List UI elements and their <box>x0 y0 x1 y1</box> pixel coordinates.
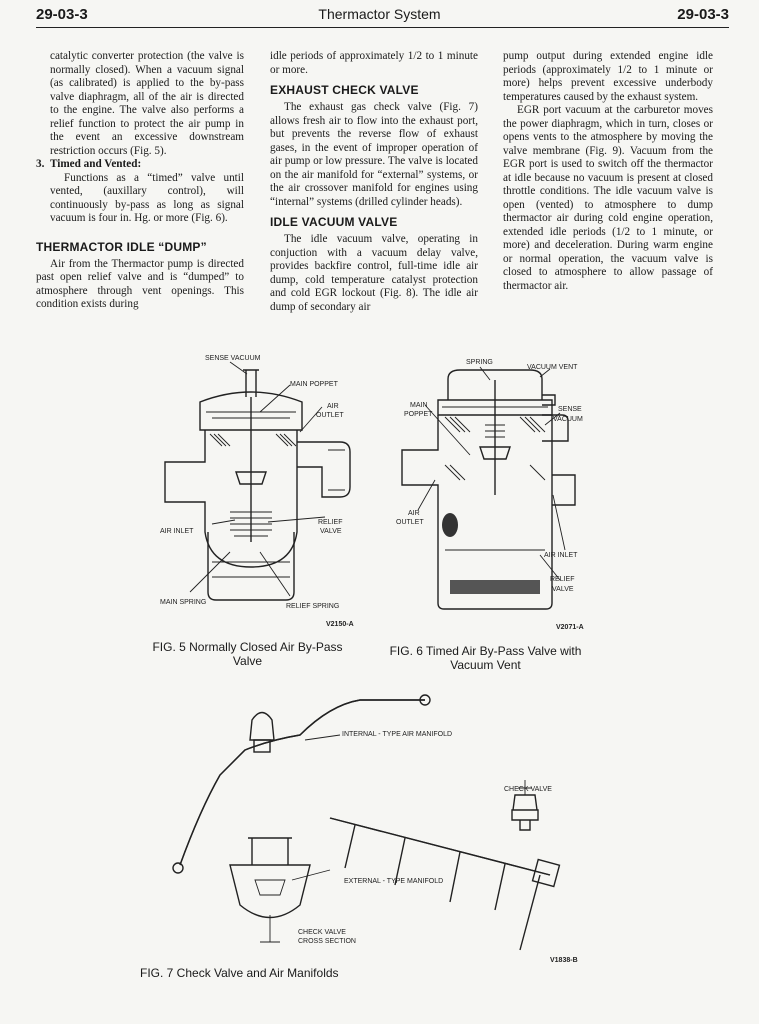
label-relief-valve-2: VALVE <box>552 586 574 593</box>
label-air-outlet-1: AIR <box>408 510 420 517</box>
label-relief-valve-2: VALVE <box>320 528 342 535</box>
label-main-poppet-1: MAIN <box>410 402 428 409</box>
caption-line: FIG. 6 Timed Air By-Pass Valve with <box>389 644 582 658</box>
label-air-inlet: AIR INLET <box>544 552 578 559</box>
label-main-poppet: MAIN POPPET <box>290 381 338 388</box>
list-item <box>36 158 244 172</box>
paragraph: catalytic converter protection (the valve is normally closed). When a vacuum signal (as calibrated) is applied to the by-pass valve diaphragm, all of the air is directed to the engine. The valve also performs a relief function to protect the air pump in the event an excessive downstream restriction occurs (Fig. 5). <box>50 50 244 157</box>
section-heading: THERMACTOR IDLE “DUMP” <box>36 239 207 254</box>
label-main-poppet-2: POPPET <box>404 411 433 418</box>
label-air-outlet-1: AIR <box>327 403 339 410</box>
label-relief-valve-1: RELIEF <box>550 576 575 583</box>
label-spring: SPRING <box>466 359 493 366</box>
paragraph: EGR port vacuum at the carburetor moves the power diaphragm, which in turn, closes or opens vents to the atmosphere by moving the valve membrane (Fig. 9). Vacuum from the EGR port is used to switch off the thermactor at idle because no vacuum is present at closed throttle conditions. The idle vacuum valve is open (vented) to atmosphere to dump thermactor air during cold engine operation, extended idle periods (1/2 to 1 minute, or more) and deceleration. During warm engine or normal operation, the vacuum valve is closed to atmosphere to allow passage of thermactor air. <box>503 104 713 292</box>
section-heading: IDLE VACUUM VALVE <box>270 215 398 229</box>
label-check-valve: CHECK VALVE <box>504 786 552 793</box>
text-column-1 <box>36 50 244 312</box>
figure-7-caption: FIG. 7 Check Valve and Air Manifolds <box>140 966 339 980</box>
paragraph: The exhaust gas check valve (Fig. 7) allows fresh air to flow into the exhaust port, but prevents the reverse flow of exhaust gases, in the event of improper operation of air pump or low pressure. The valve is located on the air manifold for “external” systems, or the air crossover manifold for engines using “internal” systems (drilled cylinder heads). <box>270 101 478 208</box>
label-air-inlet: AIR INLET <box>160 528 194 535</box>
figure-5-caption <box>140 640 355 668</box>
label-air-outlet-2: OUTLET <box>316 412 344 419</box>
figure-code: V2071-A <box>556 624 584 631</box>
figure-code: V1838-B <box>550 957 578 964</box>
caption-line: Valve <box>232 654 263 668</box>
text-column-2 <box>270 50 478 314</box>
label-external-manifold: EXTERNAL - TYPE MANIFOLD <box>344 878 444 885</box>
label-cross-section-1: CHECK VALVE <box>298 929 346 936</box>
section-heading: EXHAUST CHECK VALVE <box>270 83 419 97</box>
caption-line: Vacuum Vent <box>450 658 521 672</box>
label-air-outlet-2: OUTLET <box>396 519 424 526</box>
figure-5-diagram <box>150 352 370 632</box>
paragraph: Functions as a “timed” valve until vented, (auxillary control), will continuously by-pass as long as signal vacuum is four in. Hg. or more (Fig. 6). <box>50 171 244 224</box>
paragraph: pump output during extended engine idle periods (approximately 1/2 to 1 minute or more) helps prevent excessive underbody temperatures caused by the exhaust system. <box>503 50 713 103</box>
header-rule <box>36 27 729 28</box>
list-item-title: Timed and Vented: <box>49 158 142 170</box>
paragraph: idle periods of approximately 1/2 to 1 minute or more. <box>270 50 478 76</box>
figure-6-diagram <box>390 355 600 635</box>
label-sense-vacuum: SENSE VACUUM <box>205 355 261 362</box>
page-number-right: 29-03-3 <box>677 6 729 23</box>
caption-line: FIG. 5 Normally Closed Air By-Pass <box>152 640 343 654</box>
figure-7-diagram <box>140 680 600 970</box>
page-number-left: 29-03-3 <box>36 6 88 23</box>
text-column-3 <box>503 50 713 293</box>
paragraph: Air from the Thermactor pump is directed past open relief valve and is “dumped” to atmosphere through vent openings. This condition exists during <box>36 257 244 310</box>
list-number: 3. <box>36 158 45 170</box>
label-sense-vacuum-1: SENSE <box>558 406 582 413</box>
page-header <box>0 4 759 28</box>
paragraph: The idle vacuum valve, operating in conjuction with a vacuum delay valve, provides backfire control, full-time idle air dump, cold temperature catalyst protection and cold EGR lockout (Fig. 8). The idle air dump of secondary air <box>270 233 478 313</box>
figure-6-caption <box>378 644 593 672</box>
label-relief-spring: RELIEF SPRING <box>286 603 340 610</box>
label-internal-manifold: INTERNAL - TYPE AIR MANIFOLD <box>342 731 453 738</box>
label-vacuum-vent: VACUUM VENT <box>527 364 578 371</box>
label-relief-valve-1: RELIEF <box>318 519 343 526</box>
figure-code: V2150-A <box>326 621 354 628</box>
label-main-spring: MAIN SPRING <box>160 599 207 606</box>
label-sense-vacuum-2: VACUUM <box>553 416 583 423</box>
section-title: Thermactor System <box>318 6 441 22</box>
label-cross-section-2: CROSS SECTION <box>298 938 356 945</box>
